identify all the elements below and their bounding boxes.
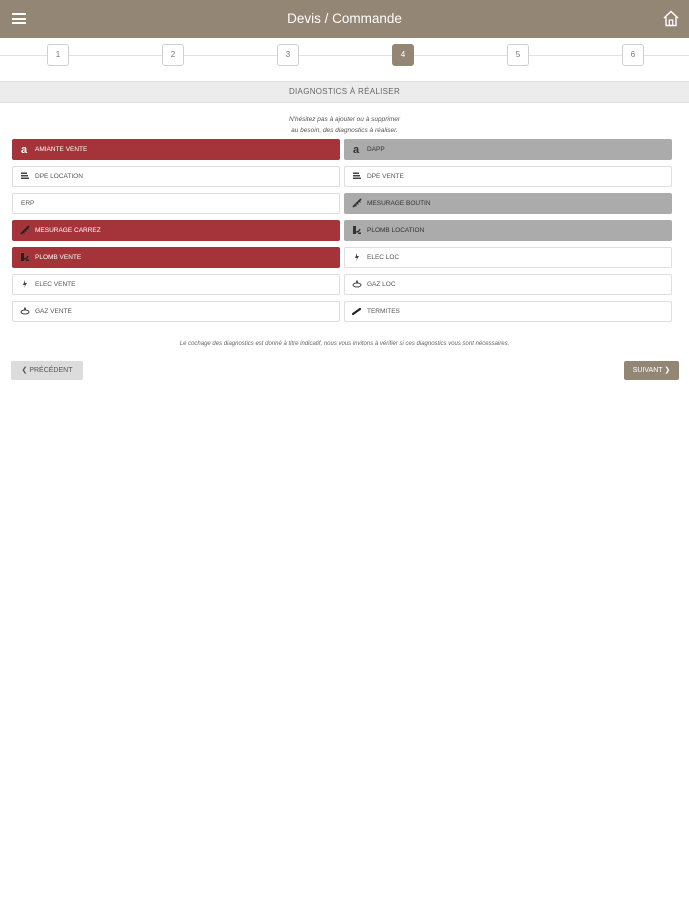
diag-gaz-vente[interactable] [12, 301, 340, 322]
diag-label: ERP [21, 200, 35, 207]
top-bar [0, 0, 689, 38]
diag-gaz-loc[interactable] [344, 274, 672, 295]
hint-line-2: au besoin, des diagnostics à réaliser. [291, 127, 398, 134]
diag-mesurage-carrez[interactable] [12, 220, 340, 241]
mesurage-icon [352, 198, 362, 208]
dpe-icon [352, 171, 362, 181]
footnote: Le cochage des diagnostics est donné à titre indicatif, nous vous invitons à vérifier si ces diagnostics vous sont nécessaires. [179, 341, 510, 347]
previous-label: PRÉCÉDENT [29, 367, 73, 374]
mesurage-icon [20, 225, 30, 235]
amiante-icon [20, 144, 30, 154]
diag-label: MESURAGE BOUTIN [367, 200, 431, 207]
page-title: Devis / Commande [287, 11, 402, 26]
gaz-icon [352, 279, 362, 289]
diag-label: AMIANTE VENTE [35, 146, 88, 153]
section-title: DIAGNOSTICS À RÉALISER [0, 81, 689, 103]
diag-label: PLOMB LOCATION [367, 227, 425, 234]
termites-icon [352, 306, 362, 316]
chevron-left-icon: ❮ [21, 367, 28, 374]
svg-text:a: a [21, 144, 28, 154]
step-6[interactable]: 6 [622, 44, 644, 66]
diag-dpe-vente[interactable] [344, 166, 672, 187]
step-3[interactable]: 3 [277, 44, 299, 66]
diag-elec-vente[interactable] [12, 274, 340, 295]
previous-button[interactable] [11, 361, 83, 380]
stepper [0, 44, 689, 68]
elec-icon [20, 279, 30, 289]
diag-erp[interactable] [12, 193, 340, 214]
plomb-icon [20, 252, 30, 262]
diag-label: PLOMB VENTE [35, 254, 82, 261]
diag-dapp[interactable] [344, 139, 672, 160]
diag-label: DAPP [367, 146, 385, 153]
diag-label: TERMITES [367, 308, 400, 315]
step-1[interactable]: 1 [47, 44, 69, 66]
diag-amiante-vente[interactable] [12, 139, 340, 160]
svg-text:a: a [353, 144, 360, 154]
diag-label: GAZ VENTE [35, 308, 72, 315]
diag-label: GAZ LOC [367, 281, 396, 288]
diag-label: MESURAGE CARREZ [35, 227, 101, 234]
diag-label: DPE VENTE [367, 173, 404, 180]
step-2[interactable]: 2 [162, 44, 184, 66]
home-icon[interactable] [663, 10, 679, 27]
hint-line-1: N'hésitez pas à ajouter ou à supprimer [288, 116, 401, 123]
diag-label: ELEC LOC [367, 254, 400, 261]
step-5[interactable]: 5 [507, 44, 529, 66]
chevron-right-icon: ❯ [664, 367, 671, 374]
diag-dpe-location[interactable] [12, 166, 340, 187]
elec-icon [352, 252, 362, 262]
gaz-icon [20, 306, 30, 316]
diag-label: ELEC VENTE [35, 281, 76, 288]
step-4[interactable]: 4 [392, 44, 414, 66]
next-label: SUIVANT [632, 367, 663, 374]
diag-elec-loc[interactable] [344, 247, 672, 268]
plomb-icon [352, 225, 362, 235]
diag-termites[interactable] [344, 301, 672, 322]
diag-mesurage-boutin[interactable] [344, 193, 672, 214]
amiante-icon [352, 144, 362, 154]
stepper-line [0, 55, 689, 56]
next-button[interactable] [624, 361, 679, 380]
diag-label: DPE LOCATION [35, 173, 83, 180]
diag-plomb-location[interactable] [344, 220, 672, 241]
dpe-icon [20, 171, 30, 181]
diag-plomb-vente[interactable] [12, 247, 340, 268]
